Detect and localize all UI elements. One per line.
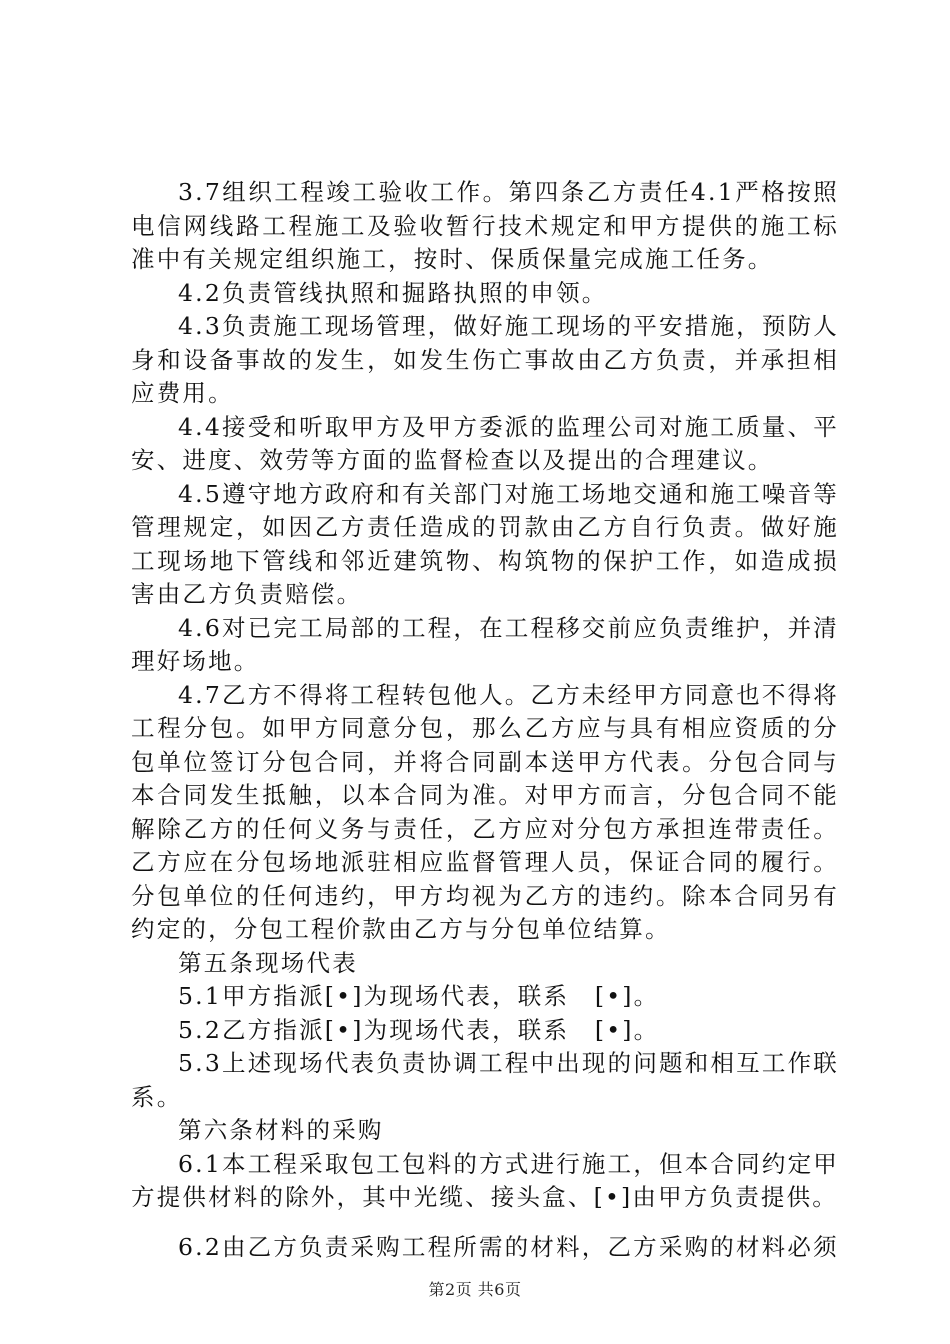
paragraph-4-4: 4.4接受和听取甲方及甲方委派的监理公司对施工质量、平安、进度、效劳等方面的监督检查以及提出的合理建议。	[131, 412, 839, 474]
paragraph-4-6: 4.6对已完工局部的工程，在工程移交前应负责维护，并清理好场地。	[131, 613, 839, 675]
document-body	[131, 176, 839, 1264]
paragraph-6-1: 6.1本工程采取包工包料的方式进行施工，但本合同约定甲方提供材料的除外，其中光缆、接头盒、[•]由甲方负责提供。	[131, 1149, 839, 1211]
paragraph-5-3: 5.3上述现场代表负责协调工程中出现的问题和相互工作联系。	[131, 1049, 839, 1111]
section-heading-article-5: 第五条现场代表	[178, 948, 358, 977]
paragraph-4-5: 4.5遵守地方政府和有关部门对施工场地交通和施工噪音等管理规定，如因乙方责任造成的罚款由乙方自行负责。做好施工现场地下管线和邻近建筑物、构筑物的保护工作，如造成损害由乙方负责赔偿。	[131, 479, 839, 608]
paragraph-4-3: 4.3负责施工现场管理，做好施工现场的平安措施，预防人身和设备事故的发生，如发生伤亡事故由乙方负责，并承担相应费用。	[131, 312, 839, 407]
paragraph-4-7: 4.7乙方不得将工程转包他人。乙方未经甲方同意也不得将工程分包。如甲方同意分包，那么乙方应与具有相应资质的分包单位签订分包合同，并将合同副本送甲方代表。分包合同与本合同发生抵触，以本合同为准。对甲方而言，分包合同不能解除乙方的任何义务与责任，乙方应对分包方承担连带责任。乙方应在分包场地派驻相应监督管理人员，保证合同的履行。分包单位的任何违约，甲方均视为乙方的违约。除本合同另有约定的，分包工程价款由乙方与分包单位结算。	[131, 680, 839, 943]
paragraph-5-1: 5.1甲方指派[•]为现场代表，联系 [•]。	[178, 982, 660, 1010]
section-heading-article-6: 第六条材料的采购	[178, 1116, 384, 1144]
page-footer: 第2页 共6页	[428, 1280, 522, 1299]
paragraph-3-7: 3.7组织工程竣工验收工作。第四条乙方责任4.1严格按照电信网线路工程施工及验收暂行技术规定和甲方提供的施工标准中有关规定组织施工，按时、保质保量完成施工任务。	[131, 178, 839, 273]
paragraph-5-2: 5.2乙方指派[•]为现场代表，联系 [•]。	[178, 1015, 660, 1044]
paragraph-6-2: 6.2由乙方负责采购工程所需的材料，乙方采购的材料必须	[178, 1232, 839, 1261]
paragraph-4-2: 4.2负责管线执照和掘路执照的申领。	[178, 278, 608, 307]
